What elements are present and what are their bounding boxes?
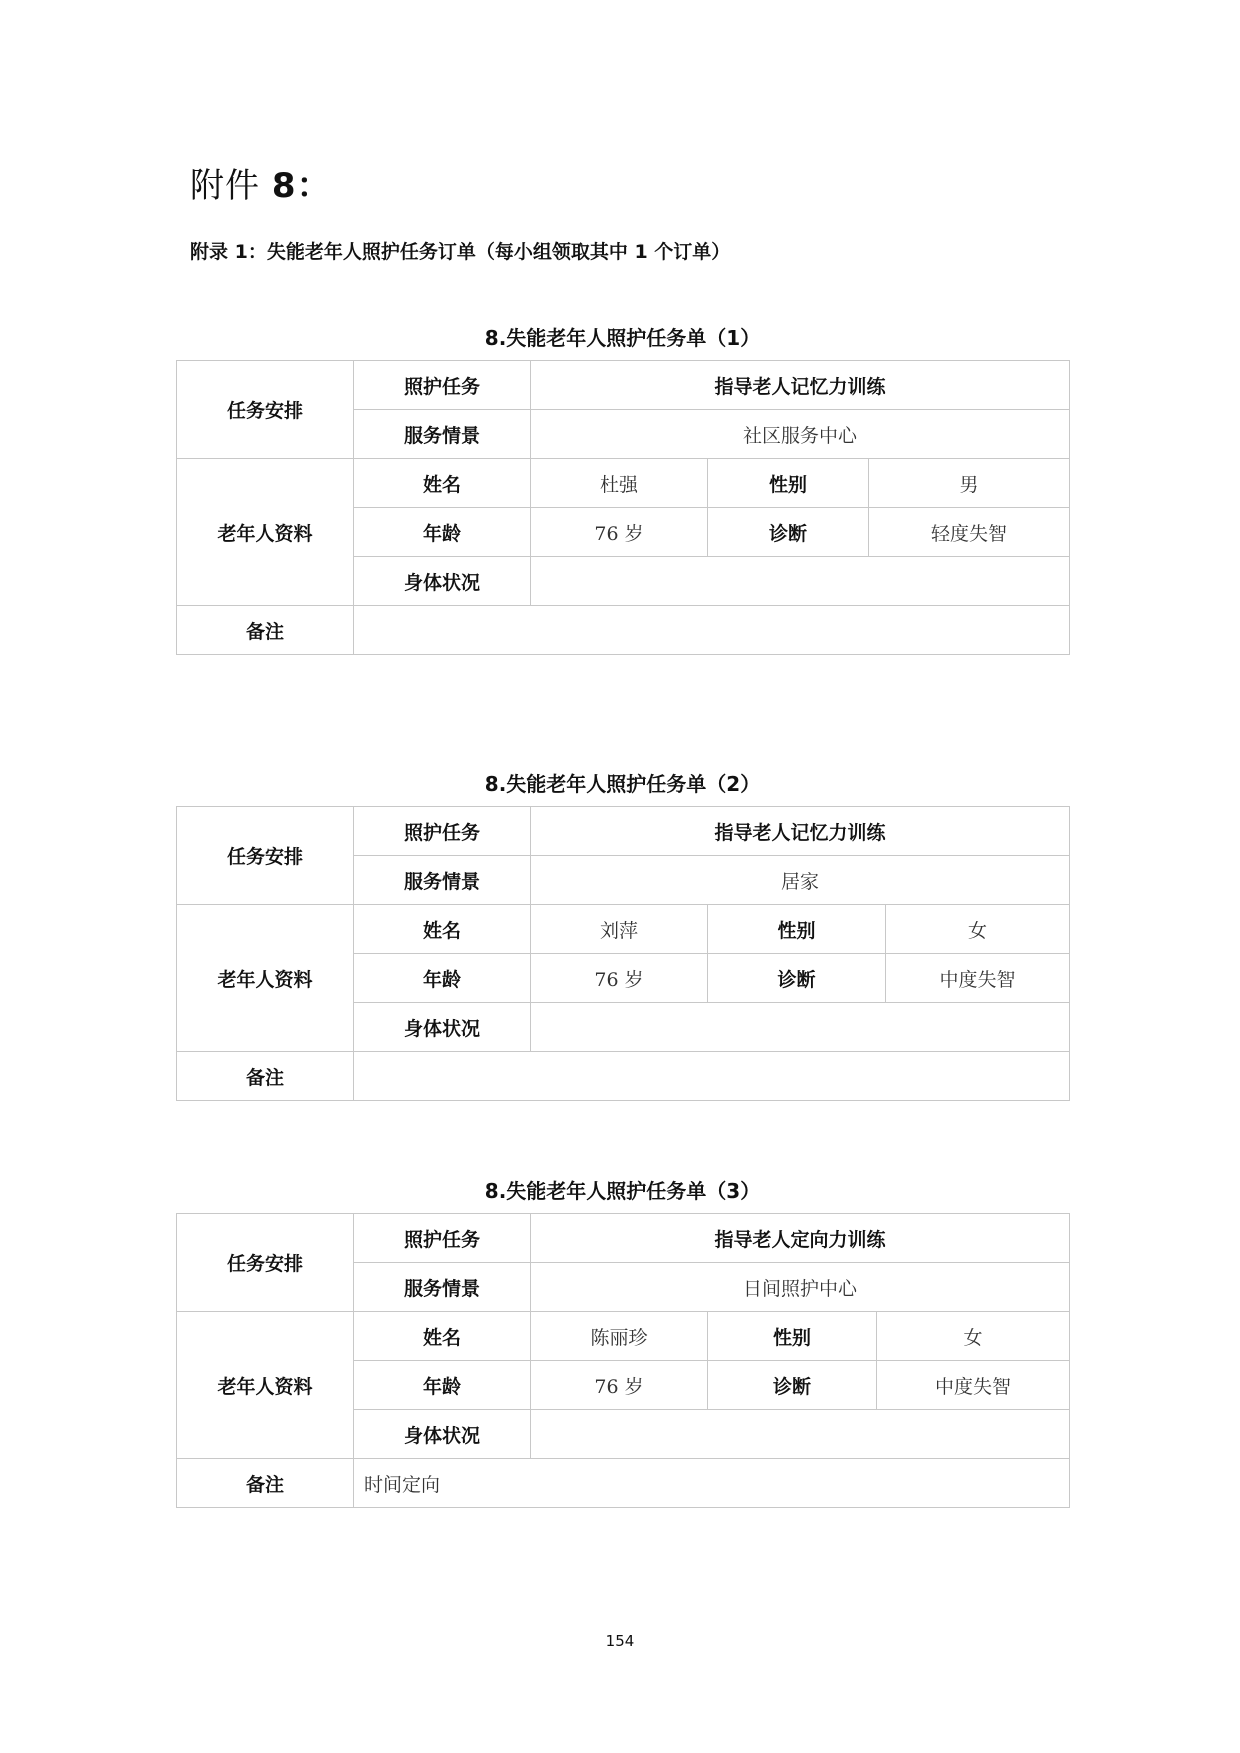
remarks-label: 备注 [177, 606, 354, 655]
age-value: 76 岁 [531, 508, 708, 557]
heading-number: 8： [271, 166, 332, 206]
care-task-label: 照护任务 [354, 361, 531, 410]
service-scenario-value: 居家 [531, 856, 1070, 905]
name-label: 姓名 [354, 1312, 531, 1361]
gender-label: 性别 [708, 1312, 877, 1361]
elder-info-label: 老年人资料 [177, 1312, 354, 1459]
order-3-title: 8.失能老年人照护任务单（3） [484, 1179, 761, 1203]
gender-value: 女 [877, 1312, 1070, 1361]
service-scenario-value: 日间照护中心 [531, 1263, 1070, 1312]
diagnosis-value: 中度失智 [886, 954, 1070, 1003]
remarks-value [354, 1052, 1070, 1101]
care-task-label: 照护任务 [354, 1214, 531, 1263]
diagnosis-label: 诊断 [708, 954, 886, 1003]
care-task-value: 指导老人记忆力训练 [531, 807, 1070, 856]
age-label: 年龄 [354, 954, 531, 1003]
physical-condition-label: 身体状况 [354, 557, 531, 606]
gender-label: 性别 [708, 905, 886, 954]
diagnosis-value: 中度失智 [877, 1361, 1070, 1410]
order-2-title: 8.失能老年人照护任务单（2） [484, 772, 761, 796]
task-arrangement-label: 任务安排 [177, 361, 354, 459]
physical-condition-value [531, 1003, 1070, 1052]
name-value: 杜强 [531, 459, 708, 508]
physical-condition-label: 身体状况 [354, 1003, 531, 1052]
service-scenario-label: 服务情景 [354, 410, 531, 459]
name-label: 姓名 [354, 459, 531, 508]
gender-label: 性别 [708, 459, 869, 508]
diagnosis-label: 诊断 [708, 508, 869, 557]
age-value: 76 岁 [531, 1361, 708, 1410]
appendix-subtitle: 附录 1：失能老年人照护任务订单（每小组领取其中 1 个订单） [190, 241, 731, 263]
remarks-label: 备注 [177, 1459, 354, 1508]
task-arrangement-label: 任务安排 [177, 1214, 354, 1312]
gender-value: 男 [869, 459, 1070, 508]
page-number: 154 [605, 1632, 635, 1650]
gender-value: 女 [886, 905, 1070, 954]
physical-condition-value [531, 557, 1070, 606]
task-arrangement-label: 任务安排 [177, 807, 354, 905]
physical-condition-value [531, 1410, 1070, 1459]
page-heading [190, 158, 331, 207]
age-value: 76 岁 [531, 954, 708, 1003]
care-task-label: 照护任务 [354, 807, 531, 856]
order-1-table [176, 360, 1070, 655]
age-label: 年龄 [354, 508, 531, 557]
order-2-table [176, 806, 1070, 1101]
diagnosis-value: 轻度失智 [869, 508, 1070, 557]
diagnosis-label: 诊断 [708, 1361, 877, 1410]
order-3-table [176, 1213, 1070, 1508]
service-scenario-label: 服务情景 [354, 1263, 531, 1312]
name-value: 陈丽珍 [531, 1312, 708, 1361]
age-label: 年龄 [354, 1361, 531, 1410]
physical-condition-label: 身体状况 [354, 1410, 531, 1459]
care-task-value: 指导老人记忆力训练 [531, 361, 1070, 410]
service-scenario-value: 社区服务中心 [531, 410, 1070, 459]
heading-prefix: 附件 [190, 166, 260, 206]
elder-info-label: 老年人资料 [177, 459, 354, 606]
elder-info-label: 老年人资料 [177, 905, 354, 1052]
name-value: 刘萍 [531, 905, 708, 954]
remarks-value: 时间定向 [354, 1459, 1070, 1508]
remarks-value [354, 606, 1070, 655]
service-scenario-label: 服务情景 [354, 856, 531, 905]
name-label: 姓名 [354, 905, 531, 954]
care-task-value: 指导老人定向力训练 [531, 1214, 1070, 1263]
remarks-label: 备注 [177, 1052, 354, 1101]
order-1-title: 8.失能老年人照护任务单（1） [484, 326, 761, 350]
